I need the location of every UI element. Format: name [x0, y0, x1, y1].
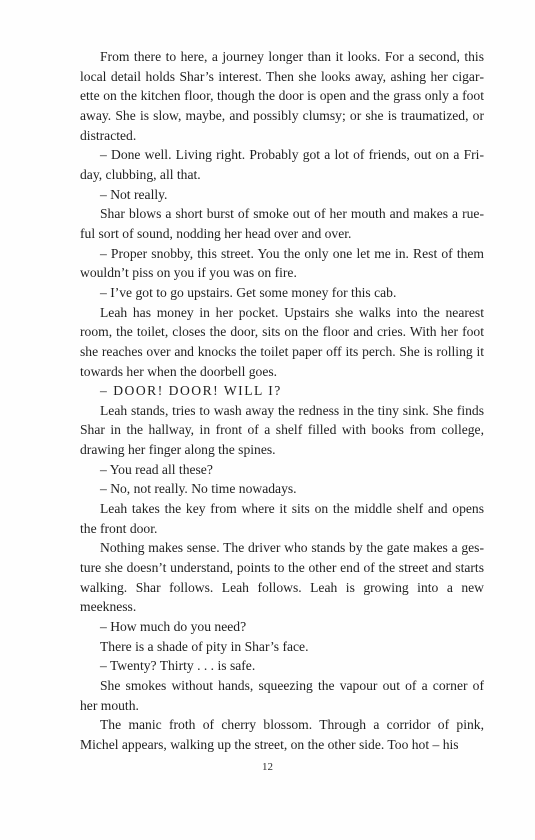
- paragraph-12: Leah takes the key from where it sits on the middle shelf and opens the front door.: [80, 501, 484, 536]
- paragraph-8: – DOOR! DOOR! WILL I?: [100, 383, 282, 399]
- paragraph-11: – No, not really. No time nowadays.: [100, 481, 297, 497]
- paragraph-9: Leah stands, tries to wash away the redness in the tiny sink. She finds Shar in the hallway, in front of a shelf filled with books from college, drawing her finger along the spines.: [80, 402, 484, 458]
- paragraph-2: – Done well. Living right. Probably got a lot of friends, out on a Friday, clubbing, all that.: [80, 147, 484, 182]
- page-number: 12: [262, 761, 273, 773]
- paragraph-4: Shar blows a short burst of smoke out of her mouth and makes a rueful sort of sound, nodding her head over and over.: [80, 206, 484, 241]
- paragraph-3: – Not really.: [100, 186, 168, 202]
- paragraph-16: – Twenty? Thirty . . . is safe.: [100, 658, 256, 674]
- paragraph-14: – How much do you need?: [100, 619, 247, 635]
- paragraph-18: The manic froth of cherry blossom. Through a corridor of pink, Michel appears, walking up the street, on the other side. Too hot – his: [80, 717, 484, 752]
- paragraph-7: Leah has money in her pocket. Upstairs she walks into the nearest room, the toilet, closes the door, sits on the floor and cries. With her foot she reaches over and knocks the toilet paper off its perch. She is rolling it towards her when the doorbell goes.: [80, 304, 484, 379]
- paragraph-1: From there to here, a journey longer than it looks. For a second, this local detail holds Shar’s interest. Then she looks away, ashing her cigarette on the kitchen floor, though the door is open and the grass only a foot away. She is slow, maybe, and possibly clumsy; or she is traumatized, or distracted.: [80, 49, 484, 143]
- paragraph-6: – I’ve got to go upstairs. Get some money for this cab.: [100, 284, 397, 300]
- paragraph-5: – Proper snobby, this street. You the only one let me in. Rest of them wouldn’t piss on you if you was on fire.: [80, 245, 484, 281]
- paragraph-10: – You read all these?: [100, 461, 213, 477]
- paragraph-15: There is a shade of pity in Shar’s face.: [100, 638, 309, 654]
- paragraph-13: Nothing makes sense. The driver who stands by the gate makes a gesture she doesn’t understand, points to the other end of the street and starts walking. Shar follows. Leah follows. Leah is growing into a new meekness.: [80, 540, 484, 615]
- body-text: [80, 47, 484, 755]
- paragraph-17: She smokes without hands, squeezing the vapour out of a corner of her mouth.: [80, 678, 484, 713]
